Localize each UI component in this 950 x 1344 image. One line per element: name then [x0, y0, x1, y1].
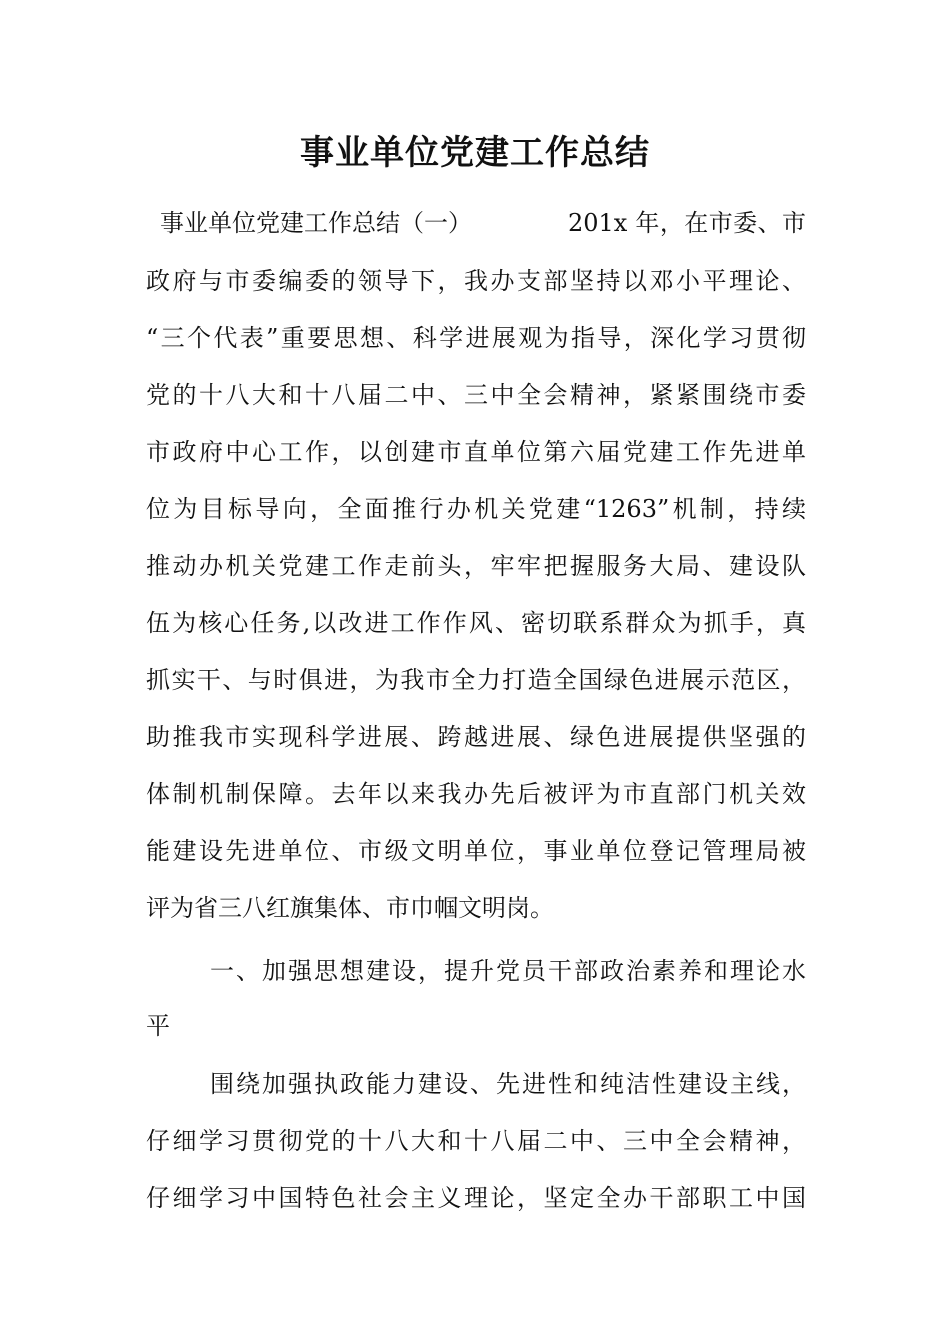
- paragraph-line: 能建设先进单位、市级文明单位，事业单位登记管理局被: [146, 837, 806, 865]
- paragraph-line: 评为省三八红旗集体、市巾帼文明岗。: [146, 894, 554, 922]
- paragraph-line: 体制机制保障。去年以来我办先后被评为市直部门机关效: [146, 780, 806, 808]
- paragraph-line: “三个代表”重要思想、科学进展观为指导，深化学习贯彻: [146, 324, 806, 352]
- section-heading-continued: 平: [146, 1012, 170, 1040]
- paragraph-line: 位为目标导向，全面推行办机关党建“1263”机制，持续: [146, 495, 806, 523]
- paragraph-line: 围绕加强执政能力建设、先进性和纯洁性建设主线，: [210, 1070, 806, 1098]
- paragraph-line: 推动办机关党建工作走前头，牢牢把握服务大局、建设队: [146, 552, 806, 580]
- paragraph-line: 抓实干、与时俱进，为我市全力打造全国绿色进展示范区，: [146, 666, 806, 694]
- paragraph-line: 党的十八大和十八届二中、三中全会精神，紧紧围绕市委: [146, 381, 806, 409]
- document-title: 事业单位党建工作总结: [300, 133, 650, 173]
- section-subtitle: 事业单位党建工作总结（一）: [160, 209, 472, 237]
- paragraph-line: 仔细学习中国特色社会主义理论，坚定全办干部职工中国: [146, 1184, 806, 1212]
- paragraph-line: 伍为核心任务,以改进工作作风、密切联系群众为抓手，真: [146, 609, 806, 637]
- paragraph-line: 政府与市委编委的领导下，我办支部坚持以邓小平理论、: [146, 267, 806, 295]
- paragraph-line: 仔细学习贯彻党的十八大和十八届二中、三中全会精神，: [146, 1127, 806, 1155]
- section-heading: 一、加强思想建设，提升党员干部政治素养和理论水: [210, 957, 806, 985]
- paragraph-line: 市政府中心工作，以创建市直单位第六届党建工作先进单: [146, 438, 806, 466]
- paragraph-line: 助推我市实现科学进展、跨越进展、绿色进展提供坚强的: [146, 723, 806, 751]
- opening-text: 201x 年，在市委、市: [568, 209, 806, 237]
